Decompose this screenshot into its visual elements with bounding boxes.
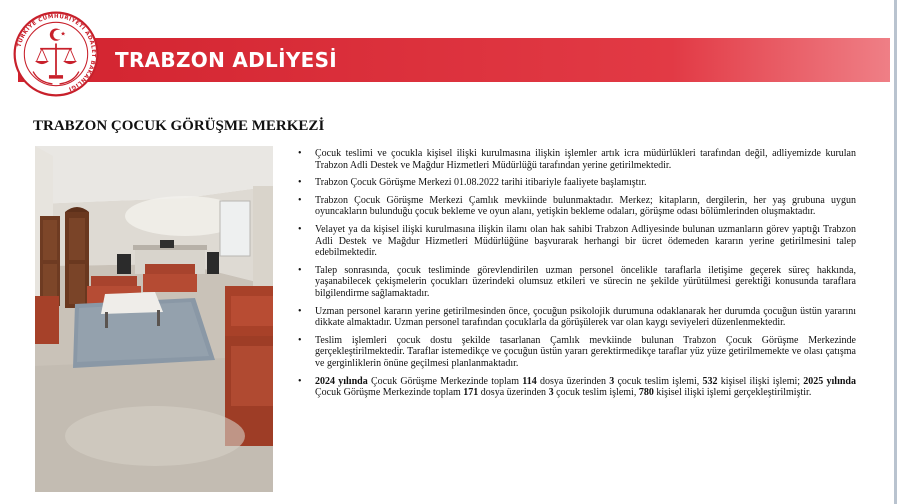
stat-text: kişisel ilişki işlemi; <box>717 375 804 387</box>
stat-text: dosya üzerinden <box>478 387 549 399</box>
emblem-ring-text: TÜRKİYE CUMHURİYETİ ADALET BAKANLIĞI <box>16 13 97 92</box>
stat-text: Çocuk Görüşme Merkezinde toplam <box>315 387 464 399</box>
list-item: • Çocuk teslimi ve çocukla kişisel ilişki kurulmasına ilişkin işlemler artık icra müdürlükleri tarafından değil, adliyemizde kurulan Trabzon Adli Destek ve Mağdur Hizmetleri Müdürlüğü tarafından yerine getirilmektedir. <box>298 148 856 171</box>
adalet-bakanligi-seal-icon <box>12 10 100 98</box>
stat-number: 532 <box>702 375 718 387</box>
stat-number: 114 <box>522 375 537 387</box>
year-2024-label: 2024 yılında <box>315 375 368 387</box>
statistics-item <box>298 376 856 399</box>
header-title: TRABZON ADLİYESİ <box>115 48 338 72</box>
list-item: • Trabzon Çocuk Görüşme Merkezi 01.08.2022 tarihi itibariyle faaliyete başlamıştır. <box>298 177 856 189</box>
list-item: • Trabzon Çocuk Görüşme Merkezi Çamlık mevkiinde bulunmaktadır. Merkez; kitapların, dergilerin, her yaş grubuna uygun oyuncakların bulunduğu çocuk bekleme ve oyun alanı, yetişkin bekleme odaları, görüşme odası bölümlerinden oluşmaktadır. <box>298 195 856 218</box>
stat-number: 780 <box>638 387 654 399</box>
info-bullet-list <box>298 148 856 405</box>
stat-number: 171 <box>463 387 479 399</box>
office-room-image <box>35 146 273 492</box>
stat-text: dosya üzerinden <box>536 375 610 387</box>
list-item: • Talep sonrasında, çocuk tesliminde görevlendirilen uzman personel öncelikle taraflarla iletişime geçerek süreç hakkında, yaşanabilecek çekişmelerin çocukları üzerindeki olumsuz etkileri ve sürecin ne şekilde yürütülmesi gerektiği konusunda taraflara bilgilendirme sağlamaktadır. <box>298 265 856 300</box>
stat-text: çocuk teslim işlemi, <box>614 375 703 387</box>
year-2025-label: 2025 yılında <box>803 375 856 387</box>
list-item: • Teslim işlemleri çocuk dostu şekilde tasarlanan Çamlık mevkiinde bulunan Trabzon Çocuk Görüşme Merkezinde gerçekleştirilmektedir. Taraflar istemedikçe ve çocuğun üstün yararı gerektirmedikçe taraflar yüz yüze getirilmemekte ve olası çatışma ve gerginliklerin önüne geçilmesi planlanmaktadır. <box>298 335 856 370</box>
stat-text: Çocuk Görüşme Merkezinde toplam <box>367 375 523 387</box>
list-item: • Velayet ya da kişisel ilişki kurulmasına ilişkin ilamı olan hak sahibi Trabzon Adliyesinde bulunan uzmanların görev yaptığı Trabzon Adli Destek ve Mağdur Hizmetleri Müdürlüğüne başvurarak herhangi bir ücret ödemeden kararın yerine getirilmesini talep edebilmektedir. <box>298 224 856 259</box>
list-item: • Uzman personel kararın yerine getirilmesinden önce, çocuğun psikolojik durumuna odaklanarak her durumda çocuğun üstün yararını dikkate almaktadır. Uzman personel tarafından çocuklarla da görüşülerek var olan kaygı seviyeleri düzenlenmektedir. <box>298 306 856 329</box>
section-heading: TRABZON ÇOCUK GÖRÜŞME MERKEZİ <box>33 118 325 134</box>
stat-text: çocuk teslim işlemi, <box>553 387 639 399</box>
stat-text: kişisel ilişki işlemi gerçekleştirilmiştir. <box>653 387 812 399</box>
stat-number: 3 <box>548 387 554 399</box>
stat-number: 3 <box>609 375 615 387</box>
